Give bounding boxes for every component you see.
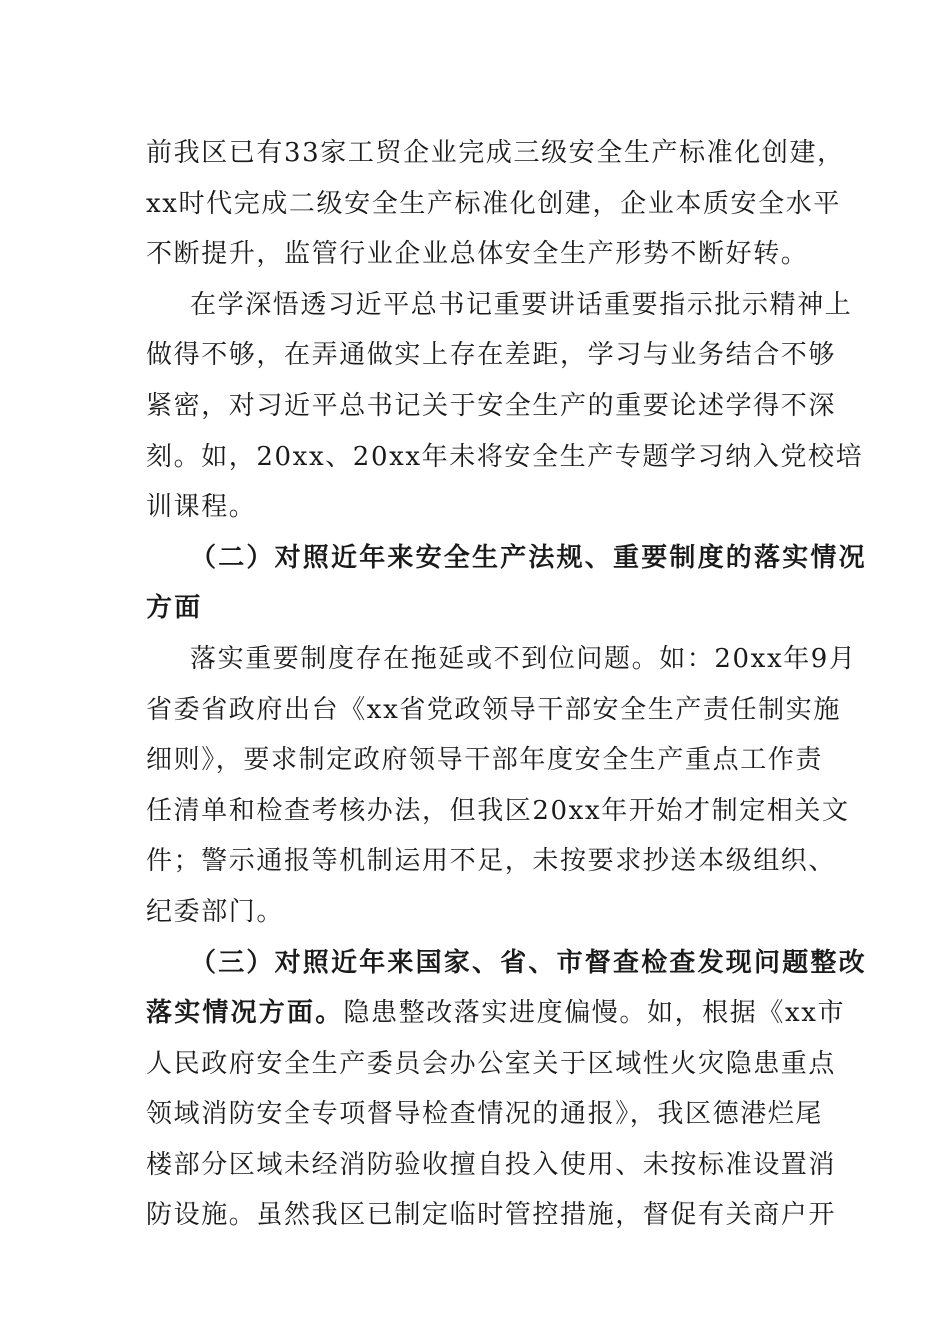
text-line: 前我区已有33家工贸企业完成三级安全生产标准化创建，: [146, 138, 845, 168]
text-line: 紧密，对习近平总书记关于安全生产的重要论述学得不深: [146, 390, 837, 421]
text-line: 落实重要制度存在拖延或不到位问题。如：20xx年9月: [190, 643, 857, 674]
text-line: 做得不够，在弄通做实上存在差距，学习与业务结合不够: [146, 340, 837, 371]
text-line: [146, 988, 846, 1039]
text-line: 训课程。: [146, 492, 257, 523]
text-line: 人民政府安全生产委员会办公室关于区域性火灾隐患重点: [146, 1048, 837, 1079]
text-line: 不断提升，监管行业企业总体安全生产形势不断好转。: [146, 239, 809, 270]
section-heading: 落实情况方面。: [146, 998, 344, 1029]
text-line: 任清单和检查考核办法，但我区20xx年开始才制定相关文: [146, 795, 850, 826]
text-line: 件；警示通报等机制运用不足，未按要求抄送本级组织、: [146, 846, 837, 877]
text-line: xx时代完成二级安全生产标准化创建，企业本质安全水平: [146, 188, 841, 219]
section-heading: 方面: [146, 593, 203, 624]
text-line: 纪委部门。: [146, 896, 285, 927]
text-line: 细则》，要求制定政府领导干部年度安全生产重点工作责: [146, 745, 824, 776]
section-heading: （二）对照近年来安全生产法规、重要制度的落实情况: [190, 542, 867, 573]
text-line: 省委省政府出台《xx省党政领导干部安全生产责任制实施: [146, 694, 841, 725]
text-line: 在学深悟透习近平总书记重要讲话重要指示批示精神上: [190, 289, 853, 320]
document-body: [146, 128, 867, 1241]
text-line: 领域消防安全专项督导检查情况的通报》，我区德港烂尾: [146, 1099, 824, 1130]
text-line: 刻。如，20xx、20xx年未将安全生产专题学习纳入党校培: [146, 441, 864, 472]
text-line: 防设施。虽然我区已制定临时管控措施，督促有关商户开: [146, 1200, 837, 1231]
section-heading: （三）对照近年来国家、省、市督查检查发现问题整改: [190, 947, 867, 978]
text-line: 楼部分区域未经消防验收擅自投入使用、未按标准设置消: [146, 1149, 837, 1180]
text-run: 隐患整改落实进度偏慢。如，根据《xx市: [343, 998, 846, 1029]
